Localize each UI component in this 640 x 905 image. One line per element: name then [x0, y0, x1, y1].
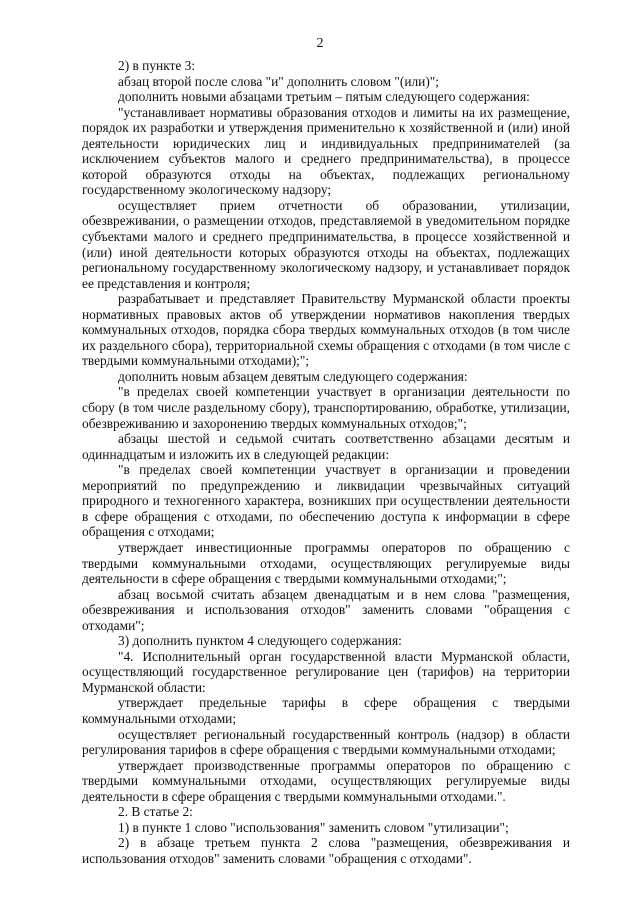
paragraph: дополнить новым абзацем девятым следующего содержания:: [118, 368, 468, 384]
paragraph: 2. В статье 2:: [118, 804, 193, 820]
paragraph: разрабатывает и представляет Правительству Мурманской области проекты нормативных правовых актов об утверждении нормативов накопления твердых коммунальных отходов, порядка сбора твердых коммунальных отходов (в том числе их раздельного сбора), территориальной схемы обращения с отходами (в том числе с твердыми коммунальными отходами);";: [82, 291, 570, 369]
paragraph: утверждает производственные программы операторов по обращению с твердыми коммунальными отходами, осуществляющих регулируемые виды деятельности в сфере обращения с твердыми коммунальными отходами.".: [82, 757, 570, 804]
paragraph: "4. Исполнительный орган государственной власти Мурманской области, осуществляющий государственное регулирование цен (тарифов) на территории Мурманской области:: [82, 648, 570, 695]
paragraph: дополнить новыми абзацами третьим – пятым следующего содержания:: [118, 89, 530, 105]
paragraph: осуществляет региональный государственный контроль (надзор) в области регулирования тарифов в сфере обращения с твердыми коммунальными отходами;: [82, 726, 570, 758]
paragraph: "устанавливает нормативы образования отходов и лимиты на их размещение, порядок их разработки и утверждения применительно к хозяйственной и (или) иной деятельности юридических лиц и индивидуальных предпринимателей (за исключением субъектов малого и среднего предпринимательства), в процессе которой образуются отходы на объектах, подлежащих региональному государственному экологическому надзору;: [82, 104, 570, 198]
paragraph: абзац второй после слова "и" дополнить словом "(или)";: [118, 73, 439, 89]
paragraph: 1) в пункте 1 слово "использования" заменить словом "утилизации";: [118, 819, 509, 835]
paragraph: утверждает инвестиционные программы операторов по обращению с твердыми коммунальными отходами, осуществляющих регулируемые виды деятельности в сфере обращения с твердыми коммунальными отходами;";: [82, 539, 570, 587]
paragraph: абзацы шестой и седьмой считать соответственно абзацами десятым и одиннадцатым и изложить их в следующей редакции:: [82, 431, 570, 462]
paragraph: 3) дополнить пунктом 4 следующего содержания:: [118, 633, 402, 649]
paragraph: осуществляет прием отчетности об образовании, утилизации, обезвреживании, о размещении отходов, представляемой в уведомительном порядке субъектами малого и среднего предпринимательства, в процессе хозяйственной и (или) иной деятельности которых образуются отходы на объектах, подлежащих региональному государственному экологическому надзору, и устанавливает порядок ее представления и контроля;: [82, 197, 570, 291]
paragraph: 2) в пункте 3:: [118, 58, 196, 73]
paragraph: "в пределах своей компетенции участвует в организации деятельности по сбору (в том числе раздельному сбору), транспортированию, обработке, утилизации, обезвреживанию и захоронению твердых коммунальных отходов;";: [82, 384, 570, 431]
page-number: 2: [316, 36, 324, 51]
document-body: [82, 58, 570, 866]
paragraph: утверждает предельные тарифы в сфере обращения с твердыми коммунальными отходами;: [82, 695, 570, 726]
paragraph: 2) в абзаце третьем пункта 2 слова "размещения, обезвреживания и использования отходов" заменить словами "обращения с отходами".: [82, 835, 570, 866]
paragraph: абзац восьмой считать абзацем двенадцатым и в нем слова "размещения, обезвреживания и использования отходов" заменить словами "обращения с отходами";: [82, 586, 570, 633]
paragraph: "в пределах своей компетенции участвует в организации и проведении мероприятий по предупреждению и ликвидации чрезвычайных ситуаций природного и техногенного характера, возникших при осуществлении деятельности в сфере обращения с отходами, по обеспечению доступа к информации в сфере обращения с отходами;: [82, 462, 570, 540]
